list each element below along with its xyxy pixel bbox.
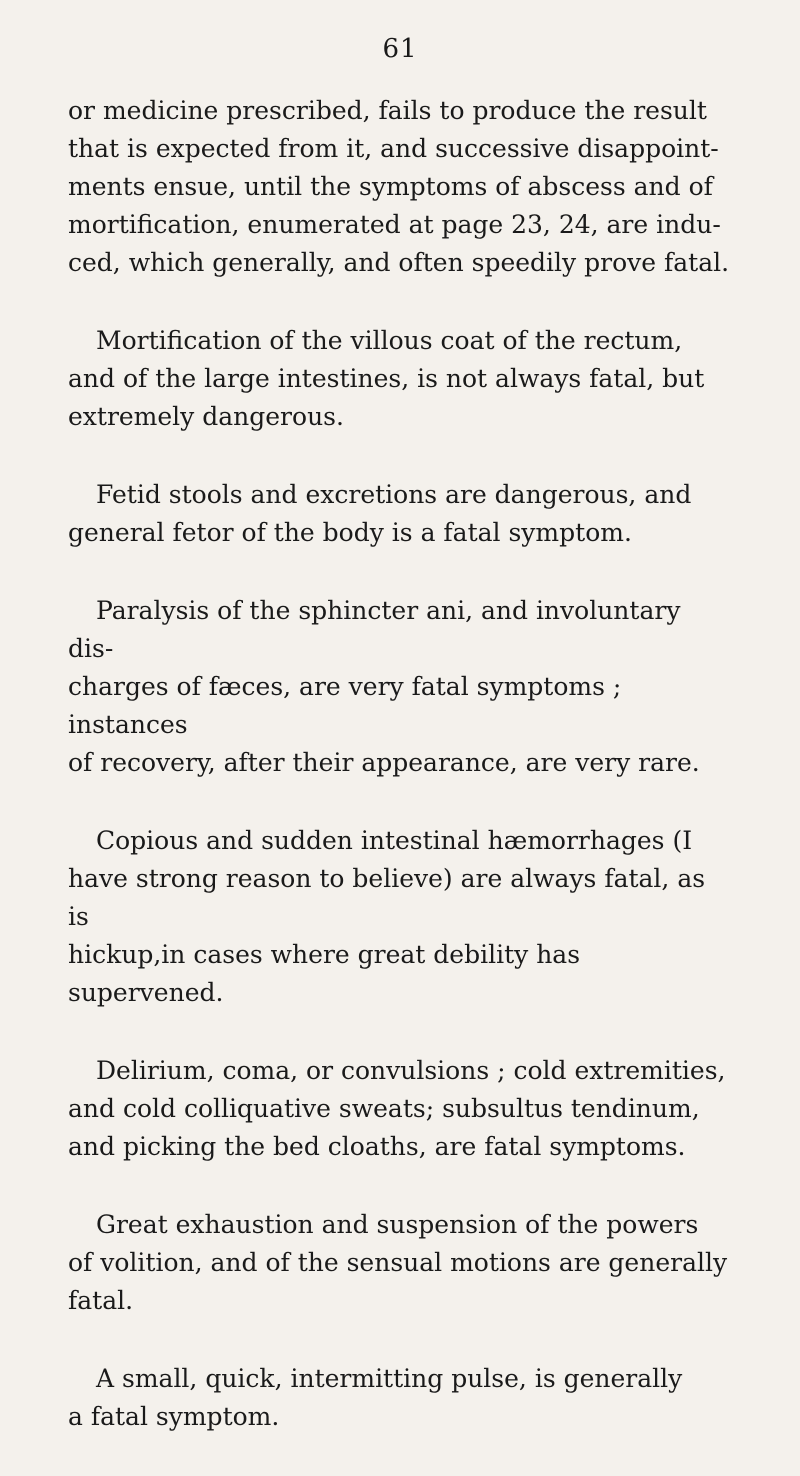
paragraph-7: Great exhaustion and suspension of the powers of volition, and of the sensual motions are generally fatal.: [68, 1210, 728, 1315]
paragraph-5: Copious and sudden intestinal hæmorrhages (I have strong reason to believe) are always fatal, as is hickup,in cases where great debility has supervened.: [68, 826, 706, 1007]
page-number: 61: [382, 34, 418, 64]
body-text: [68, 92, 732, 1476]
paragraph-3: Fetid stools and excretions are dangerous, and general fetor of the body is a fatal symptom.: [68, 480, 692, 547]
paragraph-1: or medicine prescribed, fails to produce the result that is expected from it, and successive disappoint- ments ensue, until the symptoms of abscess and of mortification, enumerated at page 23, 24, are indu- ced, which generally, and often speedily prove fatal.: [68, 96, 730, 277]
paragraph-6: Delirium, coma, or convulsions ; cold extremities, and cold colliquative sweats; subsultus tendinum, and picking the bed cloaths, are fatal symptoms.: [68, 1056, 726, 1161]
paragraph-4: Paralysis of the sphincter ani, and involuntary dis- charges of fæces, are very fatal symptoms ; instances of recovery, after their appearance, are very rare.: [68, 596, 700, 777]
paragraph-8: A small, quick, intermitting pulse, is generally a fatal symptom.: [68, 1364, 683, 1431]
paragraph-2: Mortification of the villous coat of the rectum, and of the large intestines, is not always fatal, but extremely dangerous.: [68, 326, 705, 431]
